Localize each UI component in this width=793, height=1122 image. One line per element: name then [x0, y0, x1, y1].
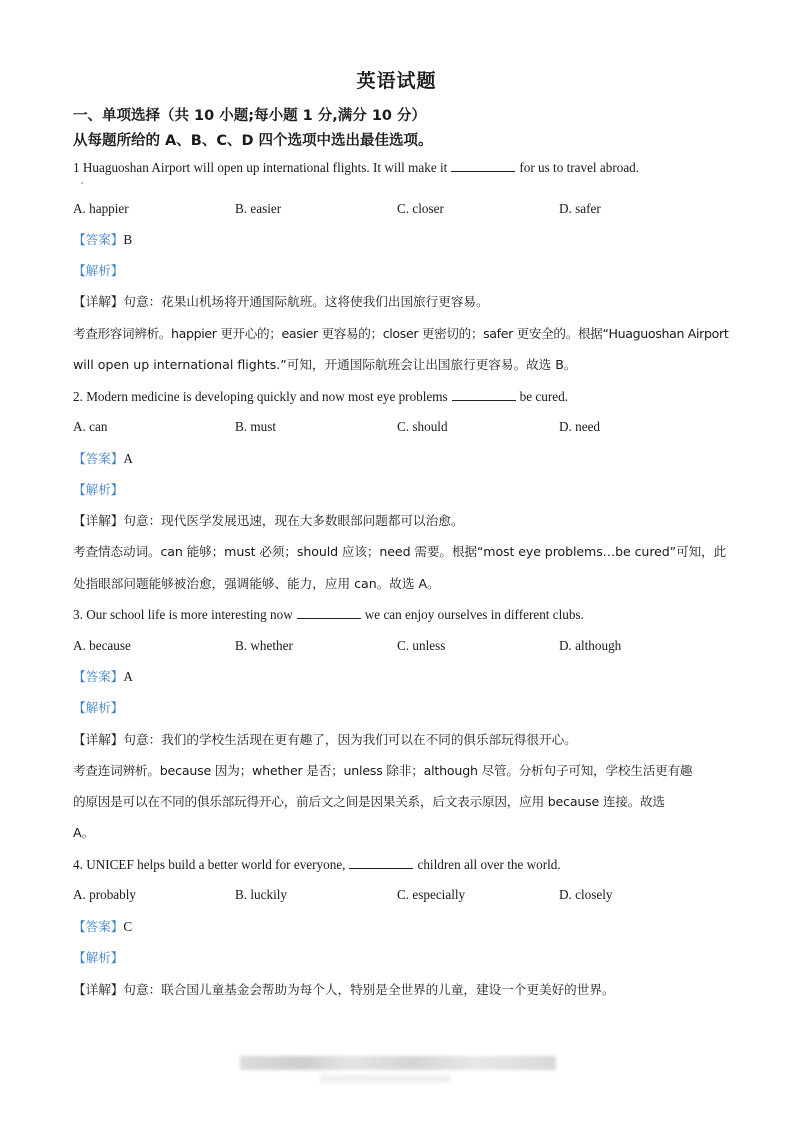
detail-label: 【详解】: [73, 732, 124, 747]
question-1-detail: [73, 293, 723, 311]
question-3-analysis: [73, 699, 723, 717]
question-4-options: [73, 887, 723, 905]
question-1-answer: [73, 231, 723, 249]
page-title: 英语试题: [356, 70, 437, 92]
answer-blank: [452, 388, 516, 401]
blurred-footer-watermark: [320, 1075, 450, 1083]
section-instruction: 从每题所给的 A、B、C、D 四个选项中选出最佳选项。: [73, 133, 433, 149]
answer-label: 【答案】: [73, 451, 124, 466]
answer-value: C: [123, 919, 133, 934]
option-d: D. need: [559, 419, 601, 434]
question-1-analysis: [73, 262, 723, 280]
detail-text: 句意：花果山机场将开通国际航班。这将使我们出国旅行更容易。: [123, 294, 489, 309]
detail-text: 句意：现代医学发展迅速，现在大多数眼部问题都可以治愈。: [123, 513, 464, 528]
question-4-analysis: [73, 949, 723, 967]
analysis-label: 【解析】: [73, 700, 124, 715]
question-stem-text: we can enjoy ourselves in different clubs.: [364, 607, 584, 622]
option-a: A. probably: [73, 887, 136, 902]
answer-value: A: [123, 669, 133, 684]
explanation-text: 考查情态动词。can 能够；must 必须；should 应该；need 需要。根据“most eye problems…be cured”可知，此: [73, 544, 727, 559]
option-a: A. because: [73, 638, 131, 653]
question-2-stem: [73, 388, 723, 406]
answer-label: 【答案】: [73, 232, 124, 247]
question-3-explanation: [73, 793, 723, 811]
analysis-label: 【解析】: [73, 263, 124, 278]
question-1-stem: [73, 159, 723, 177]
option-b: B. whether: [235, 638, 293, 653]
explanation-text: A。: [73, 825, 95, 840]
question-1-explanation: [73, 325, 729, 343]
question-1-options: [73, 201, 723, 219]
question-2-detail: [73, 512, 723, 530]
option-d: D. safer: [559, 201, 601, 216]
question-stem-text: 1 Huaguoshan Airport will open up international flights. It will make it: [73, 160, 448, 175]
question-4-answer: [73, 918, 723, 936]
question-stem-text: 2. Modern medicine is developing quickly and now most eye problems: [73, 389, 448, 404]
option-c: C. closer: [397, 201, 444, 216]
section-heading: 一、单项选择（共 10 小题;每小题 1 分,满分 10 分）: [73, 108, 427, 124]
option-a: A. happier: [73, 201, 129, 216]
question-3-answer: [73, 668, 723, 686]
explanation-text: will open up international flights.”可知，开通国际航班会让出国旅行更容易。故选 B。: [73, 357, 577, 372]
option-d: D. although: [559, 638, 622, 653]
question-2-answer: [73, 450, 723, 468]
question-stem-text: 4. UNICEF helps build a better world for everyone,: [73, 857, 346, 872]
blurred-footer-watermark: [240, 1056, 556, 1070]
option-c: C. unless: [397, 638, 446, 653]
question-4-stem: [73, 856, 723, 874]
detail-text: 句意：我们的学校生活现在更有趣了，因为我们可以在不同的俱乐部玩得很开心。: [123, 732, 577, 747]
question-3-detail: [73, 731, 723, 749]
answer-blank: [451, 159, 515, 172]
detail-text: 句意：联合国儿童基金会帮助为每个人，特别是全世界的儿童，建设一个更美好的世界。: [123, 982, 615, 997]
question-stem-text: be cured.: [519, 389, 568, 404]
question-1-explanation: [73, 356, 723, 374]
option-c: C. should: [397, 419, 448, 434]
detail-label: 【详解】: [73, 294, 124, 309]
question-3-explanation: [73, 824, 723, 842]
detail-label: 【详解】: [73, 982, 124, 997]
answer-label: 【答案】: [73, 669, 124, 684]
option-b: B. luckily: [235, 887, 288, 902]
answer-blank: [297, 606, 361, 619]
question-2-explanation: [73, 575, 723, 593]
explanation-text: 考查形容词辨析。happier 更开心的；easier 更容易的；closer 更密切的；safer 更安全的。根据“Huaguoshan Airport: [73, 326, 729, 341]
question-stem-text: for us to travel abroad.: [519, 160, 640, 175]
explanation-text: 的原因是可以在不同的俱乐部玩得开心，前后文之间是因果关系，后文表示原因，应用 because 连接。故选: [73, 794, 665, 809]
question-2-explanation: [73, 543, 727, 561]
analysis-label: 【解析】: [73, 482, 124, 497]
explanation-text: 处指眼部问题能够被治愈，强调能够、能力，应用 can。故选 A。: [73, 576, 440, 591]
answer-blank: [349, 856, 413, 869]
question-2-analysis: [73, 481, 723, 499]
question-stem-text: 3. Our school life is more interesting now: [73, 607, 293, 622]
question-stem-text: children all over the world.: [417, 857, 561, 872]
option-d: D. closely: [559, 887, 613, 902]
question-2-options: [73, 419, 723, 437]
option-a: A. can: [73, 419, 108, 434]
question-3-explanation: [73, 762, 723, 780]
analysis-label: 【解析】: [73, 950, 124, 965]
answer-value: A: [123, 451, 133, 466]
question-3-stem: [73, 606, 723, 624]
explanation-text: 考查连词辨析。because 因为；whether 是否；unless 除非；although 尽管。分析句子可知，学校生活更有趣: [73, 763, 693, 778]
answer-label: 【答案】: [73, 919, 124, 934]
detail-label: 【详解】: [73, 513, 124, 528]
scan-mark: [81, 182, 83, 184]
option-c: C. especially: [397, 887, 466, 902]
option-b: B. must: [235, 419, 277, 434]
answer-value: B: [123, 232, 133, 247]
question-3-options: [73, 638, 723, 656]
question-4-detail: [73, 981, 723, 999]
option-b: B. easier: [235, 201, 282, 216]
